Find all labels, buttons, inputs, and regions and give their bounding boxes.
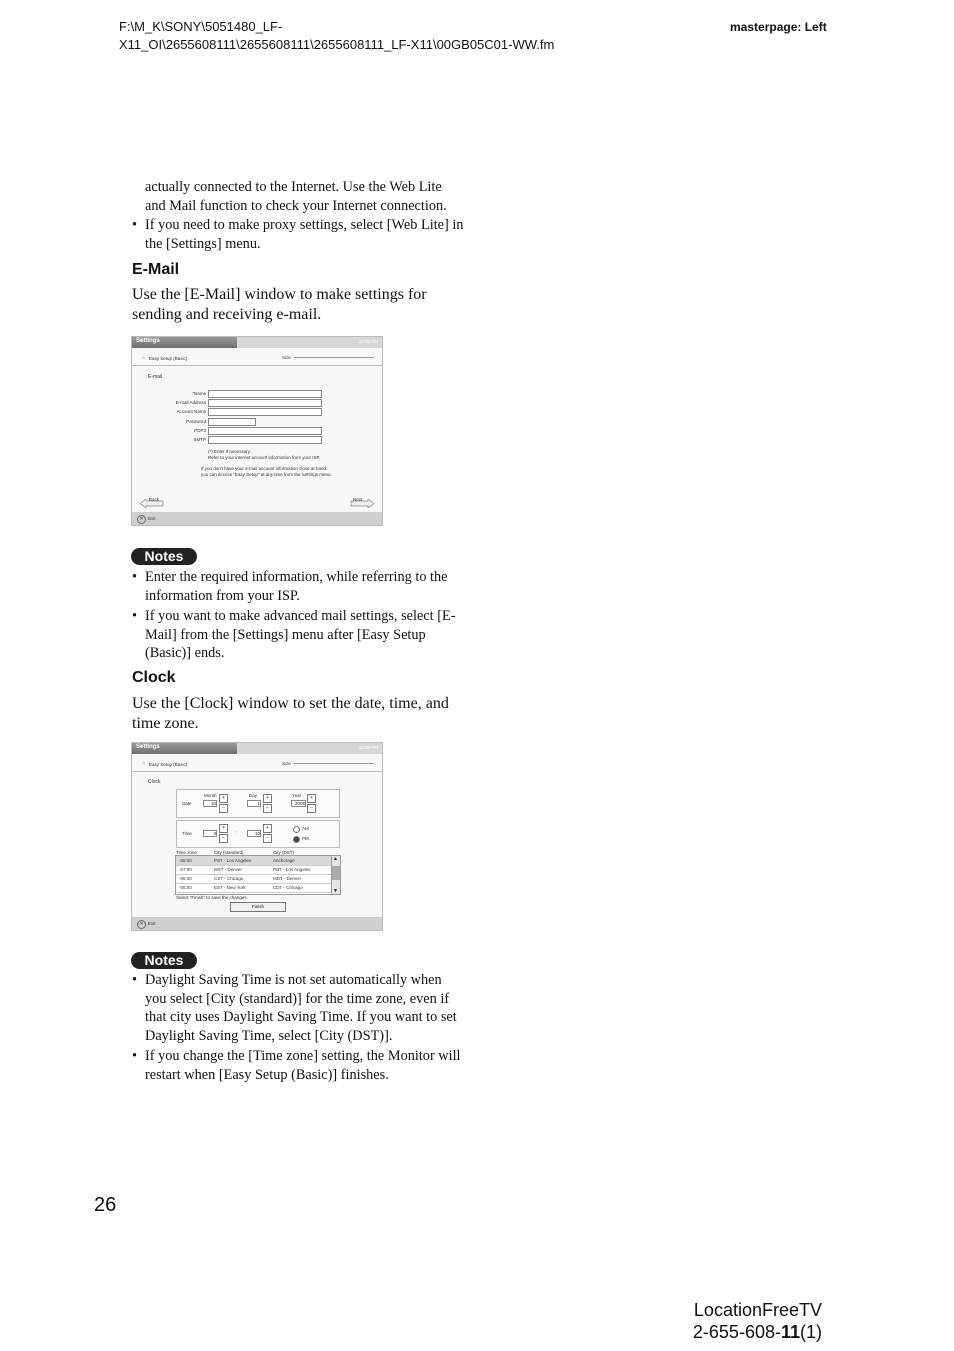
table-cell: MST - Denver	[214, 867, 242, 872]
field-label: SMTP	[193, 437, 206, 442]
hour-field[interactable]: 3	[203, 830, 217, 837]
year-field[interactable]: 2005	[291, 800, 306, 807]
minute-field[interactable]: 10	[247, 830, 261, 837]
hour-plus-button[interactable]: +	[219, 824, 228, 833]
pm-radio[interactable]	[293, 836, 300, 843]
back-label: Back	[149, 497, 160, 502]
table-cell: MDT - Denver	[273, 876, 302, 881]
note-text: If you change the [Time zone] setting, the Monitor will restart when [Easy Setup (Basic)] finishes.	[145, 1048, 461, 1083]
table-cell: -05:00	[179, 885, 192, 890]
email-settings-screenshot	[131, 336, 383, 526]
note-line: (*) Enter if necessary.	[208, 449, 251, 454]
pop3-field[interactable]	[208, 427, 322, 435]
table-cell: Anchorage	[273, 858, 295, 863]
note-text: Daylight Saving Time is not set automatically when you select [City (standard)] for the time zone, even if that city uses Daylight Saving Time. If you want to set Daylight Saving Time, select [City (DST)].	[145, 972, 457, 1044]
home-icon: ⌂	[142, 355, 145, 360]
month-label: Month	[204, 793, 217, 798]
clock-intro: Use the [Clock] window to set the date, time, and time zone.	[132, 695, 449, 732]
timezone-table	[175, 855, 341, 895]
time-separator: :	[235, 830, 237, 835]
clock-heading: Clock	[132, 669, 176, 686]
home-icon: ⌂	[142, 760, 145, 765]
list-item: • If you want to make advanced mail settings, select [E-Mail] from the [Settings] menu after [Easy Setup (Basic)] ends.	[132, 608, 456, 662]
size-label: Size	[282, 761, 291, 766]
product-name: LocationFreeTV	[693, 1300, 822, 1320]
exit-icon[interactable]: ✕	[137, 515, 146, 524]
product-code: 2-655-608-11(1)	[692, 1322, 822, 1342]
exit-label: Exit	[148, 921, 156, 926]
email-heading: E-Mail	[132, 261, 180, 278]
table-cell: EST - New York	[214, 885, 246, 890]
notes-badge: Notes	[131, 548, 197, 565]
col-header: Time zone	[176, 850, 197, 855]
day-field[interactable]: 1	[247, 800, 261, 807]
clock-readout: 12:00 PM	[358, 745, 378, 750]
scroll-thumb[interactable]	[332, 866, 340, 880]
year-plus-button[interactable]: +	[307, 794, 316, 803]
minute-plus-button[interactable]: +	[263, 824, 272, 833]
masterpage-label: masterpage: Left	[730, 20, 827, 34]
col-header: City (standard)	[214, 850, 244, 855]
note-line: Refer to your internet account information from your ISP.	[208, 455, 321, 460]
time-box	[176, 820, 340, 848]
table-cell: -08:00	[179, 858, 192, 863]
am-radio[interactable]	[293, 826, 300, 833]
table-cell: PST - Los Angeles	[214, 858, 252, 863]
size-slider[interactable]	[294, 763, 374, 764]
table-cell: -07:00	[179, 867, 192, 872]
finish-button[interactable]: Finish	[230, 902, 286, 912]
name-field[interactable]	[208, 390, 322, 398]
table-cell: CST - Chicago	[214, 876, 244, 881]
exit-label: Exit	[148, 516, 156, 521]
year-label: Year	[292, 793, 302, 798]
file-path-line1: F:\M_K\SONY\5051480_LF-	[119, 19, 283, 34]
account-name-field[interactable]	[208, 408, 322, 416]
field-label: POP3	[193, 428, 206, 433]
breadcrumb: Easy Setup (Basic)	[149, 356, 188, 361]
email-intro: Use the [E-Mail] window to make settings for sending and receiving e-mail.	[132, 286, 427, 323]
clock-settings-screenshot	[131, 742, 383, 931]
note-text: If you want to make advanced mail settings, select [E-Mail] from the [Settings] menu after [Easy Setup (Basic)] ends.	[145, 608, 456, 662]
breadcrumb: Easy Setup (Basic)	[149, 762, 188, 767]
date-box	[176, 789, 340, 818]
intro-line2: and Mail function to check your Internet connection.	[145, 197, 447, 214]
hour-minus-button[interactable]: −	[219, 834, 228, 843]
scroll-down-icon[interactable]: ▼	[333, 888, 338, 894]
list-item: • Enter the required information, while referring to the information from your ISP.	[132, 569, 448, 604]
am-label: AM	[302, 826, 309, 831]
intro-bullet-list	[132, 216, 464, 255]
size-slider[interactable]	[294, 357, 374, 358]
pm-label: PM	[302, 836, 309, 841]
col-header: City (DST)	[273, 850, 294, 855]
day-label: Day	[249, 793, 258, 798]
clock-notes-list	[132, 971, 464, 1087]
time-label: Time	[182, 831, 192, 836]
smtp-field[interactable]	[208, 436, 322, 444]
day-minus-button[interactable]: −	[263, 804, 272, 813]
exit-icon[interactable]: ✕	[137, 920, 146, 929]
table-row[interactable]	[176, 883, 331, 893]
table-cell: CDT - Chicago	[273, 885, 303, 890]
list-item: • If you need to make proxy settings, select [Web Lite] in the [Settings] menu.	[132, 217, 464, 252]
date-label: Date	[182, 801, 192, 806]
intro-line1: actually connected to the Internet. Use the Web Lite	[145, 179, 442, 195]
password-field[interactable]	[208, 418, 256, 426]
intro-bullet-text: If you need to make proxy settings, select [Web Lite] in the [Settings] menu.	[145, 217, 464, 252]
scroll-up-icon[interactable]: ▲	[333, 856, 338, 862]
email-address-field[interactable]	[208, 399, 322, 407]
month-field[interactable]: 10	[203, 800, 217, 807]
intro-continuation	[145, 178, 465, 215]
finish-hint: Select "Finish" to save the changes.	[176, 895, 248, 900]
clock-readout: 12:00 PM	[358, 339, 378, 344]
product-info	[693, 1299, 822, 1343]
table-scrollbar[interactable]	[331, 856, 340, 894]
note-text: Enter the required information, while referring to the information from your ISP.	[145, 569, 448, 604]
field-label: *Name	[192, 391, 206, 396]
notes-badge: Notes	[131, 952, 197, 969]
next-button[interactable]	[350, 495, 374, 504]
field-label: Password	[186, 419, 206, 424]
note-line: you can access "Easy Setup" at any time from the Settings menu.	[201, 472, 332, 477]
list-item: • Daylight Saving Time is not set automatically when you select [City (standard)] for the time zone, even if that city uses Daylight Saving Time. If you want to set Daylight Saving Time, select [City (DST)].	[132, 972, 457, 1044]
email-notes-list	[132, 568, 464, 665]
window-title: Settings	[136, 744, 160, 750]
table-cell: -06:00	[179, 876, 192, 881]
month-minus-button[interactable]: −	[219, 804, 228, 813]
next-label: Next	[353, 497, 363, 502]
field-label: E-mail Address	[175, 400, 206, 405]
month-plus-button[interactable]: +	[219, 794, 228, 803]
back-button[interactable]	[140, 495, 164, 504]
year-minus-button[interactable]: −	[307, 804, 316, 813]
field-label: Account Name	[176, 409, 206, 414]
list-item: • If you change the [Time zone] setting, the Monitor will restart when [Easy Setup (Basic)] finishes.	[132, 1048, 461, 1083]
file-path	[119, 18, 554, 54]
title-bar	[132, 337, 382, 348]
file-path-line2: X11_OI\2655608111\2655608111\2655608111_LF-X11\00GB05C01-WW.fm	[119, 37, 555, 52]
page-number: 26	[94, 1194, 117, 1216]
day-plus-button[interactable]: +	[263, 794, 272, 803]
section-label: E-mail	[148, 374, 163, 380]
window-title: Settings	[136, 338, 160, 344]
section-label: Clock	[148, 779, 161, 785]
footer-bar	[132, 917, 382, 930]
note-line: If you don't have your e-mail account information close at hand,	[201, 466, 328, 471]
footer-bar	[132, 512, 382, 525]
minute-minus-button[interactable]: −	[263, 834, 272, 843]
table-cell: PDT - Los Angeles	[273, 867, 311, 872]
size-label: Size	[282, 355, 291, 360]
title-bar	[132, 743, 382, 754]
